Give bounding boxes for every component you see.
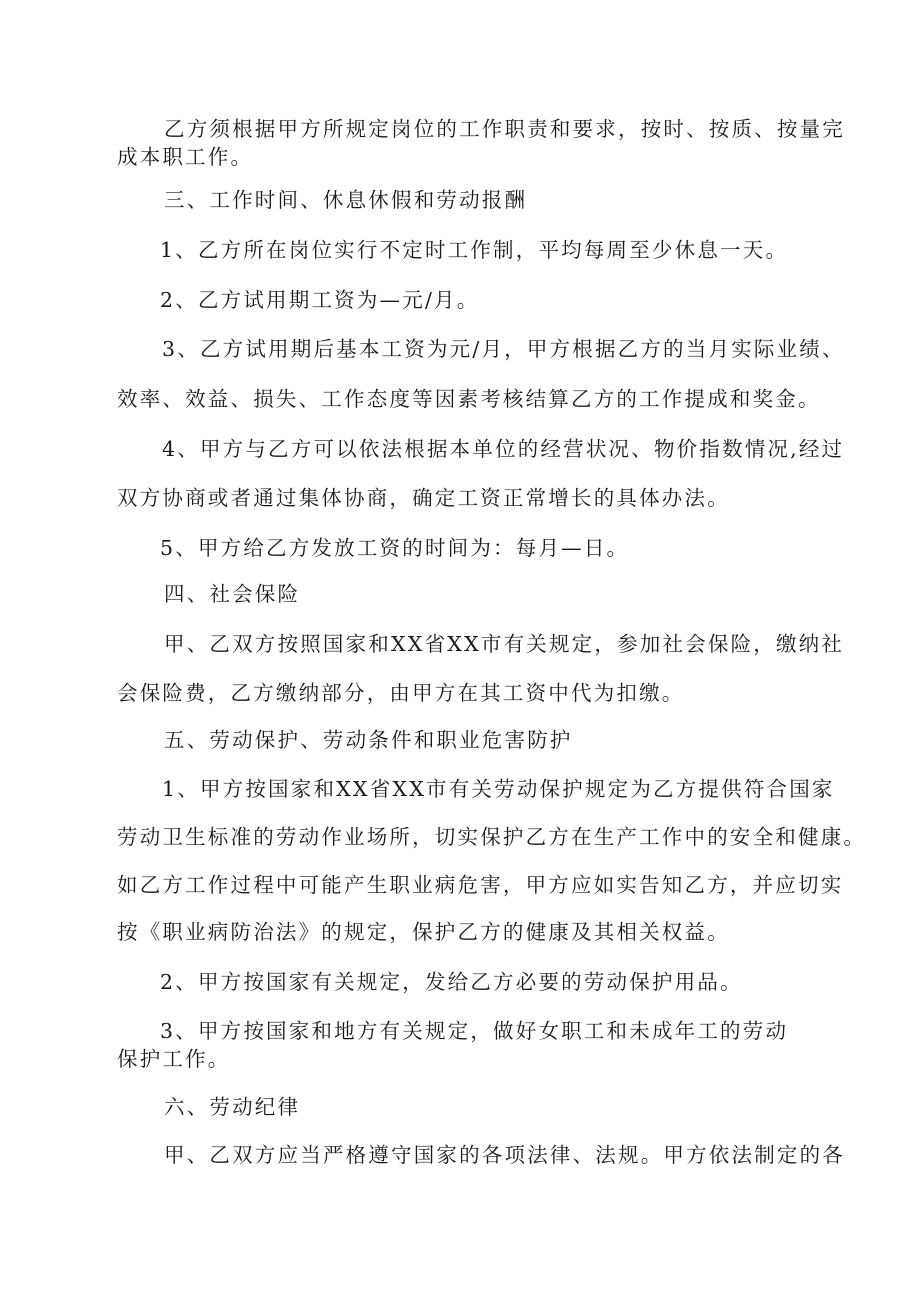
section-heading: 三、工作时间、休息休假和劳动报酬 — [164, 188, 528, 212]
paragraph-line: 甲、乙双方按照国家和XX省XX市有关规定，参加社会保险，缴纳社 — [164, 632, 845, 656]
paragraph-line: 1、乙方所在岗位实行不定时工作制，平均每周至少休息一天。 — [160, 238, 789, 262]
paragraph-line: 5、甲方给乙方发放工资的时间为：每月—日。 — [160, 536, 630, 560]
paragraph-line: 乙方须根据甲方所规定岗位的工作职责和要求，按时、按质、按量完 — [164, 117, 845, 141]
paragraph-line: 如乙方工作过程中可能产生职业病危害，甲方应如实告知乙方，并应切实 — [117, 873, 844, 897]
paragraph-line: 按《职业病防治法》的规定，保护乙方的健康及其相关权益。 — [117, 920, 730, 944]
section-heading: 六、劳动纪律 — [164, 1095, 301, 1119]
paragraph-line: 1、甲方按国家和XX省XX市有关劳动保护规定为乙方提供符合国家 — [162, 777, 835, 801]
paragraph-line: 会保险费，乙方缴纳部分，由甲方在其工资中代为扣缴。 — [117, 681, 685, 705]
paragraph-line: 效率、效益、损失、工作态度等因素考核结算乙方的工作提成和奖金。 — [117, 387, 821, 411]
paragraph-line: 甲、乙双方应当严格遵守国家的各项法律、法规。甲方依法制定的各 — [164, 1143, 845, 1167]
paragraph-line: 成本职工作。 — [117, 145, 254, 169]
paragraph-line: 双方协商或者通过集体协商，确定工资正常增长的具体办法。 — [117, 486, 730, 510]
paragraph-line: 保护工作。 — [117, 1047, 231, 1071]
paragraph-line: 3、乙方试用期后基本工资为元/月，甲方根据乙方的当月实际业绩、 — [162, 337, 845, 361]
paragraph-line: 劳动卫生标准的劳动作业场所，切实保护乙方在生产工作中的安全和健康。 — [117, 825, 867, 849]
paragraph-line: 3、甲方按国家和地方有关规定，做好女职工和未成年工的劳动 — [160, 1019, 789, 1043]
section-heading: 四、社会保险 — [164, 582, 301, 606]
paragraph-line: 4、甲方与乙方可以依法根据本单位的经营状况、物价指数情况,经过 — [162, 437, 845, 461]
section-heading: 五、劳动保护、劳动条件和职业危害防护 — [164, 728, 573, 752]
paragraph-line: 2、乙方试用期工资为—元/月。 — [160, 288, 480, 312]
paragraph-line: 2、甲方按国家有关规定，发给乙方必要的劳动保护用品。 — [160, 970, 743, 994]
